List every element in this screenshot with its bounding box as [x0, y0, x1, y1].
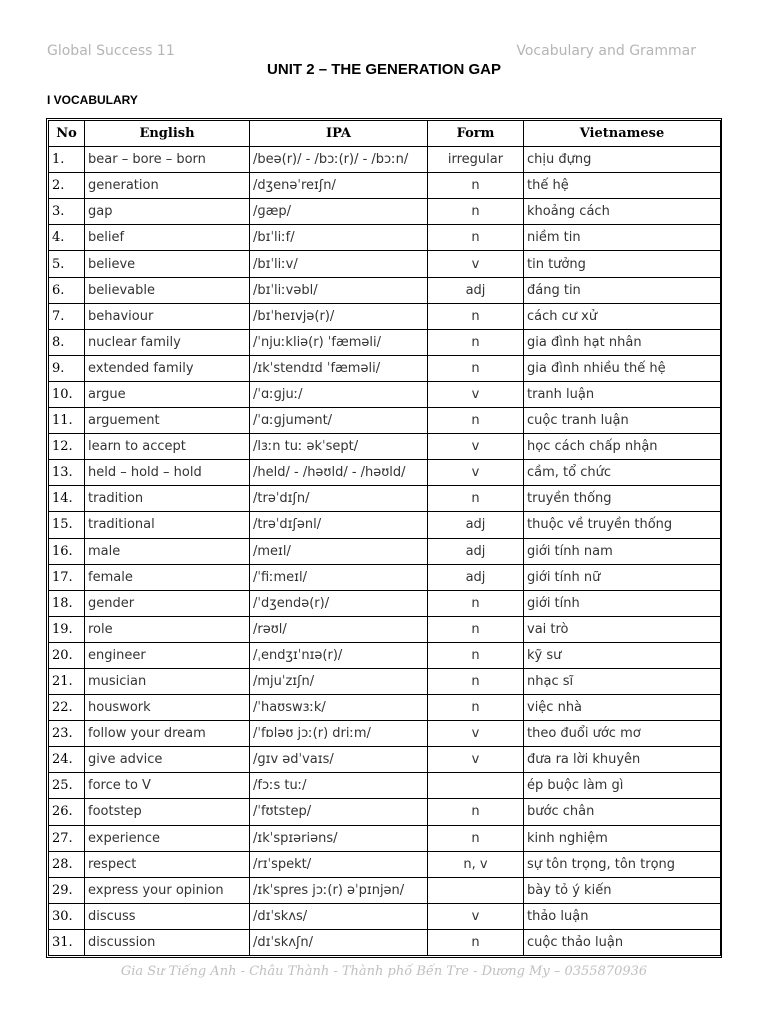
cell-vietnamese: gia đình hạt nhân — [524, 329, 721, 355]
cell-no: 24. — [49, 747, 85, 773]
cell-vietnamese: cuộc tranh luận — [524, 408, 721, 434]
cell-ipa: /trəˈdɪʃənl/ — [250, 512, 428, 538]
cell-vietnamese: cầm, tổ chức — [524, 460, 721, 486]
cell-no: 19. — [49, 616, 85, 642]
cell-english: express your opinion — [85, 877, 250, 903]
cell-english: discussion — [85, 929, 250, 955]
cell-form: n — [428, 225, 524, 251]
cell-english: musician — [85, 668, 250, 694]
cell-ipa: /ɡɪv ədˈvaɪs/ — [250, 747, 428, 773]
cell-no: 26. — [49, 799, 85, 825]
column-header-ipa: IPA — [250, 121, 428, 147]
cell-no: 30. — [49, 903, 85, 929]
cell-vietnamese: ép buộc làm gì — [524, 773, 721, 799]
cell-english: bear – bore – born — [85, 147, 250, 173]
table-row — [49, 381, 721, 407]
table-row — [49, 225, 721, 251]
cell-english: arguement — [85, 408, 250, 434]
table-row — [49, 199, 721, 225]
cell-vietnamese: tin tưởng — [524, 251, 721, 277]
cell-english: role — [85, 616, 250, 642]
cell-form: adj — [428, 564, 524, 590]
cell-ipa: /ˈɑːɡjumənt/ — [250, 408, 428, 434]
cell-form: n — [428, 695, 524, 721]
cell-vietnamese: việc nhà — [524, 695, 721, 721]
cell-ipa: /fɔːs tuː/ — [250, 773, 428, 799]
cell-no: 31. — [49, 929, 85, 955]
table-row — [49, 851, 721, 877]
cell-ipa: /bɪˈheɪvjə(r)/ — [250, 303, 428, 329]
cell-form: v — [428, 434, 524, 460]
cell-no: 23. — [49, 721, 85, 747]
cell-english: behaviour — [85, 303, 250, 329]
cell-english: tradition — [85, 486, 250, 512]
table-row — [49, 747, 721, 773]
cell-form: n — [428, 486, 524, 512]
cell-english: male — [85, 538, 250, 564]
cell-english: footstep — [85, 799, 250, 825]
cell-vietnamese: bày tỏ ý kiến — [524, 877, 721, 903]
table-row — [49, 512, 721, 538]
table-row — [49, 903, 721, 929]
vocabulary-table — [48, 120, 721, 956]
cell-form — [428, 773, 524, 799]
cell-vietnamese: cách cư xử — [524, 303, 721, 329]
cell-no: 15. — [49, 512, 85, 538]
table-row — [49, 564, 721, 590]
table-body — [49, 147, 721, 956]
cell-english: female — [85, 564, 250, 590]
cell-form: v — [428, 903, 524, 929]
table-row — [49, 642, 721, 668]
cell-no: 2. — [49, 173, 85, 199]
cell-form: v — [428, 251, 524, 277]
cell-english: held – hold – hold — [85, 460, 250, 486]
cell-vietnamese: vai trò — [524, 616, 721, 642]
cell-vietnamese: nhạc sĩ — [524, 668, 721, 694]
cell-vietnamese: tranh luận — [524, 381, 721, 407]
page-title: UNIT 2 – THE GENERATION GAP — [267, 61, 501, 78]
cell-vietnamese: theo đuổi ước mơ — [524, 721, 721, 747]
cell-form: n — [428, 929, 524, 955]
cell-no: 21. — [49, 668, 85, 694]
cell-vietnamese: cuộc thảo luận — [524, 929, 721, 955]
cell-ipa: /bɪˈliːv/ — [250, 251, 428, 277]
cell-english: gap — [85, 199, 250, 225]
cell-vietnamese: học cách chấp nhận — [524, 434, 721, 460]
cell-form: adj — [428, 277, 524, 303]
cell-form: n — [428, 303, 524, 329]
column-header-vietnamese: Vietnamese — [524, 121, 721, 147]
cell-english: nuclear family — [85, 329, 250, 355]
header-left: Global Success 11 — [47, 43, 175, 59]
cell-english: believe — [85, 251, 250, 277]
cell-form: n, v — [428, 851, 524, 877]
cell-ipa: /held/ - /həʊld/ - /həʊld/ — [250, 460, 428, 486]
table-row — [49, 408, 721, 434]
cell-english: houswork — [85, 695, 250, 721]
cell-vietnamese: giới tính — [524, 590, 721, 616]
cell-form: n — [428, 199, 524, 225]
cell-ipa: /ˈnjuːkliə(r) ˈfæməli/ — [250, 329, 428, 355]
cell-form: v — [428, 460, 524, 486]
cell-ipa: /dɪˈskʌʃn/ — [250, 929, 428, 955]
cell-english: gender — [85, 590, 250, 616]
cell-ipa: /ˈdʒendə(r)/ — [250, 590, 428, 616]
cell-form: n — [428, 799, 524, 825]
cell-no: 6. — [49, 277, 85, 303]
cell-form — [428, 877, 524, 903]
cell-english: extended family — [85, 355, 250, 381]
cell-no: 14. — [49, 486, 85, 512]
cell-english: give advice — [85, 747, 250, 773]
cell-ipa: /beə(r)/ - /bɔː(r)/ - /bɔːn/ — [250, 147, 428, 173]
column-header-no: No — [49, 121, 85, 147]
table-row — [49, 355, 721, 381]
cell-no: 9. — [49, 355, 85, 381]
table-row — [49, 173, 721, 199]
cell-english: force to V — [85, 773, 250, 799]
cell-ipa: /ˈfʊtstep/ — [250, 799, 428, 825]
cell-no: 3. — [49, 199, 85, 225]
cell-form: n — [428, 825, 524, 851]
cell-english: engineer — [85, 642, 250, 668]
cell-form: n — [428, 616, 524, 642]
cell-vietnamese: thế hệ — [524, 173, 721, 199]
cell-ipa: /lɜːn tuː əkˈsept/ — [250, 434, 428, 460]
cell-form: n — [428, 642, 524, 668]
cell-no: 25. — [49, 773, 85, 799]
cell-no: 11. — [49, 408, 85, 434]
cell-ipa: /ɡæp/ — [250, 199, 428, 225]
table-row — [49, 434, 721, 460]
cell-ipa: /ˈfiːmeɪl/ — [250, 564, 428, 590]
cell-form: v — [428, 747, 524, 773]
cell-english: argue — [85, 381, 250, 407]
cell-no: 20. — [49, 642, 85, 668]
cell-english: experience — [85, 825, 250, 851]
table-row — [49, 486, 721, 512]
cell-no: 16. — [49, 538, 85, 564]
cell-ipa: /ɪkˈstendɪd ˈfæməli/ — [250, 355, 428, 381]
cell-ipa: /trəˈdɪʃn/ — [250, 486, 428, 512]
cell-ipa: /bɪˈliːvəbl/ — [250, 277, 428, 303]
table-row — [49, 721, 721, 747]
cell-form: irregular — [428, 147, 524, 173]
cell-no: 12. — [49, 434, 85, 460]
column-header-english: English — [85, 121, 250, 147]
cell-english: discuss — [85, 903, 250, 929]
cell-no: 28. — [49, 851, 85, 877]
table-row — [49, 147, 721, 173]
table-row — [49, 668, 721, 694]
table-row — [49, 773, 721, 799]
table-row — [49, 460, 721, 486]
cell-vietnamese: bước chân — [524, 799, 721, 825]
footer-credit: Gia Sư Tiếng Anh - Châu Thành - Thành phố Bến Tre - Dương My – 0355870936 — [120, 964, 648, 979]
cell-vietnamese: thảo luận — [524, 903, 721, 929]
cell-no: 5. — [49, 251, 85, 277]
cell-ipa: /ɪkˈspɪəriəns/ — [250, 825, 428, 851]
cell-no: 8. — [49, 329, 85, 355]
cell-vietnamese: niềm tin — [524, 225, 721, 251]
cell-vietnamese: giới tính nam — [524, 538, 721, 564]
cell-ipa: /ˌendʒɪˈnɪə(r)/ — [250, 642, 428, 668]
cell-no: 10. — [49, 381, 85, 407]
table-row — [49, 825, 721, 851]
cell-no: 17. — [49, 564, 85, 590]
cell-vietnamese: khoảng cách — [524, 199, 721, 225]
cell-form: n — [428, 668, 524, 694]
column-header-form: Form — [428, 121, 524, 147]
cell-no: 18. — [49, 590, 85, 616]
cell-no: 27. — [49, 825, 85, 851]
table-row — [49, 877, 721, 903]
cell-english: respect — [85, 851, 250, 877]
table-header-row — [49, 121, 721, 147]
cell-ipa: /dʒenəˈreɪʃn/ — [250, 173, 428, 199]
table-row — [49, 303, 721, 329]
table-row — [49, 277, 721, 303]
cell-no: 1. — [49, 147, 85, 173]
cell-ipa: /rəʊl/ — [250, 616, 428, 642]
cell-ipa: /mjuˈzɪʃn/ — [250, 668, 428, 694]
cell-ipa: /bɪˈliːf/ — [250, 225, 428, 251]
cell-vietnamese: sự tôn trọng, tôn trọng — [524, 851, 721, 877]
section-heading: I VOCABULARY — [47, 93, 138, 107]
table-row — [49, 590, 721, 616]
cell-no: 7. — [49, 303, 85, 329]
cell-no: 22. — [49, 695, 85, 721]
cell-form: v — [428, 721, 524, 747]
header-right: Vocabulary and Grammar — [516, 43, 696, 59]
table-row — [49, 799, 721, 825]
cell-vietnamese: kinh nghiệm — [524, 825, 721, 851]
cell-form: adj — [428, 538, 524, 564]
cell-form: n — [428, 173, 524, 199]
cell-ipa: /ˈfɒləʊ jɔː(r) driːm/ — [250, 721, 428, 747]
cell-vietnamese: giới tính nữ — [524, 564, 721, 590]
cell-no: 4. — [49, 225, 85, 251]
table-row — [49, 329, 721, 355]
cell-form: v — [428, 381, 524, 407]
cell-vietnamese: thuộc về truyền thống — [524, 512, 721, 538]
cell-no: 13. — [49, 460, 85, 486]
cell-ipa: /dɪˈskʌs/ — [250, 903, 428, 929]
cell-vietnamese: chịu đựng — [524, 147, 721, 173]
cell-ipa: /ˈɑːɡjuː/ — [250, 381, 428, 407]
table-row — [49, 929, 721, 955]
cell-form: n — [428, 408, 524, 434]
cell-english: generation — [85, 173, 250, 199]
table-row — [49, 538, 721, 564]
cell-form: n — [428, 355, 524, 381]
cell-english: follow your dream — [85, 721, 250, 747]
cell-ipa: /ˈhaʊswɜːk/ — [250, 695, 428, 721]
cell-vietnamese: đưa ra lời khuyên — [524, 747, 721, 773]
cell-english: belief — [85, 225, 250, 251]
cell-english: learn to accept — [85, 434, 250, 460]
table-row — [49, 616, 721, 642]
cell-no: 29. — [49, 877, 85, 903]
cell-vietnamese: gia đình nhiều thế hệ — [524, 355, 721, 381]
cell-vietnamese: kỹ sư — [524, 642, 721, 668]
cell-form: n — [428, 329, 524, 355]
table-row — [49, 251, 721, 277]
vocabulary-table-frame — [46, 118, 722, 958]
cell-ipa: /rɪˈspekt/ — [250, 851, 428, 877]
cell-english: traditional — [85, 512, 250, 538]
cell-form: adj — [428, 512, 524, 538]
cell-english: believable — [85, 277, 250, 303]
table-row — [49, 695, 721, 721]
cell-form: n — [428, 590, 524, 616]
cell-ipa: /ɪkˈspres jɔː(r) əˈpɪnjən/ — [250, 877, 428, 903]
cell-ipa: /meɪl/ — [250, 538, 428, 564]
cell-vietnamese: truyền thống — [524, 486, 721, 512]
cell-vietnamese: đáng tin — [524, 277, 721, 303]
